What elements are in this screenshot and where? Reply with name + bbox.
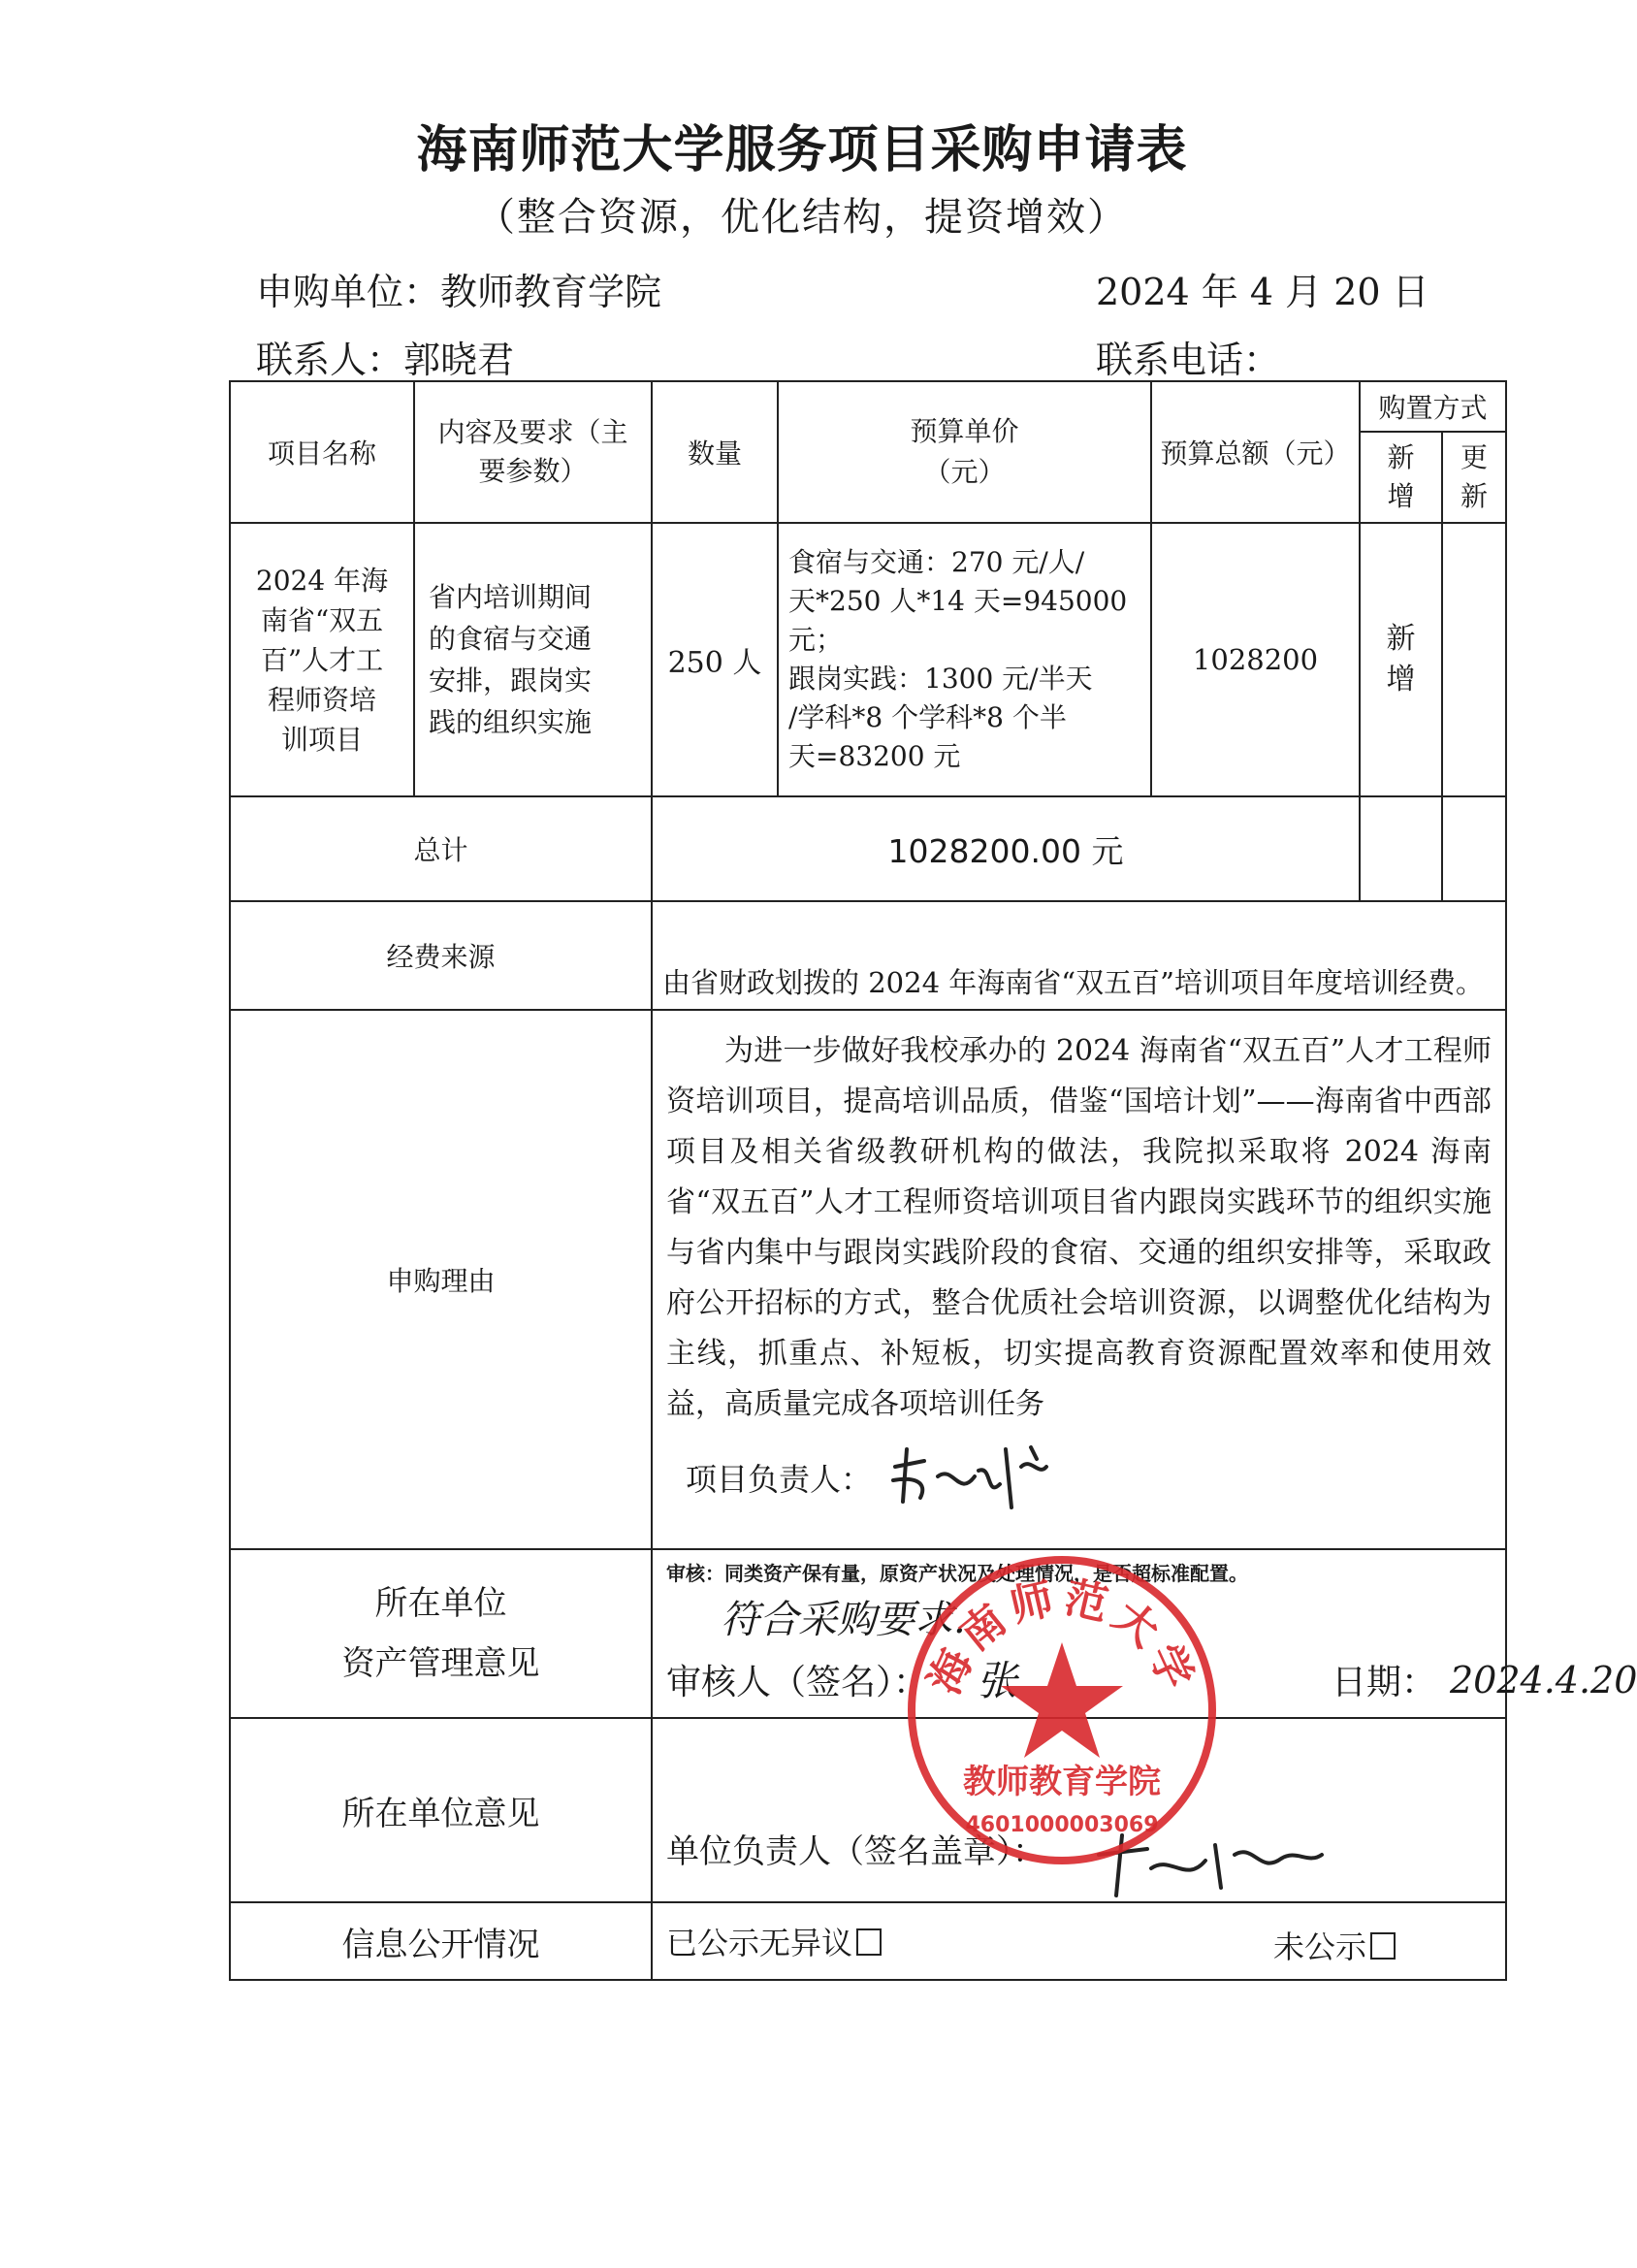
header-total: 预算总额（元） [1151, 381, 1360, 523]
date-label: 日期： [1332, 1663, 1437, 1702]
contact-label: 联系人：郭晓君 [256, 339, 515, 381]
apply-date: 2024 年 4 月 20 日 [1096, 271, 1429, 313]
dept-label: 申购单位：教师教育学院 [256, 271, 662, 313]
leader-signature-image [885, 1438, 1070, 1515]
reason-label: 申购理由 [230, 1010, 652, 1549]
page-title: 海南师范大学服务项目采购申请表 [416, 121, 1188, 179]
sum-label: 总计 [230, 796, 652, 901]
review-date: 2024.4.20 [1450, 1659, 1637, 1701]
reviewer-signature: 张 [977, 1657, 1018, 1704]
disclosure-cell [652, 1902, 1506, 1980]
disclosure-option-unpublished[interactable]: 未公示 [1273, 1923, 1396, 1967]
header-name: 项目名称 [230, 381, 414, 523]
header-method: 购置方式 [1360, 381, 1506, 432]
header-quantity: 数量 [652, 381, 778, 523]
table-row [230, 523, 1506, 796]
official-seal-image [902, 1550, 1222, 1870]
svg-text:4601000003069: 4601000003069 [965, 1813, 1159, 1837]
item-name: 2024 年海 南省“双五 百”人才工 程师资培 训项目 [230, 523, 414, 796]
item-quantity: 250 人 [652, 523, 778, 796]
item-requirements: 省内培训期间 的食宿与交通 安排，跟岗实 践的组织实施 [414, 523, 652, 796]
item-total: 1028200 [1151, 523, 1360, 796]
svg-text:海南师范大学: 海南师范大学 [919, 1572, 1204, 1702]
header-requirements: 内容及要求（主 要参数） [414, 381, 652, 523]
reviewer-label: 审核人（签名）： [666, 1663, 929, 1702]
published-checkbox[interactable] [856, 1928, 882, 1956]
item-method-new: 新增 [1360, 523, 1442, 796]
reason-cell [652, 1010, 1506, 1549]
unpublished-checkbox[interactable] [1370, 1932, 1396, 1960]
asset-review-note: 审核：同类资产保有量，原资产状况及处理情况，是否超标准配置。 [666, 1562, 1248, 1585]
asset-label: 所在单位 资产管理意见 [230, 1549, 652, 1718]
unit-opinion-label: 所在单位意见 [230, 1718, 652, 1902]
asset-handwritten-opinion: 符合采购要求. [721, 1598, 966, 1642]
application-table [229, 380, 1637, 1979]
unit-leader-label: 单位负责人（签名盖章）： [666, 1832, 1045, 1871]
disclosure-label: 信息公开情况 [230, 1902, 652, 1980]
phone-label: 联系电话： [1096, 339, 1281, 381]
reason-text: 为进一步做好我校承办的 2024 海南省“双五百”人才工程师资培训项目，提高培训品质，借鉴“国培计划”——海南省中西部项目及相关省级教研机构的做法，我院拟采取将 2024 海南省“双五百”人才工程师资培训项目省内跟岗实践环节的组织实施与省内集中与跟岗实践阶段的食宿、交通的组织安排等，采取政府公开招标的方式，整合优质社会培训资源，以调整优化结构为主线，抓重点、补短板，切实提高教育资源配置效率和使用效益，高质量完成各项培训任务 [666, 1034, 1493, 1421]
project-leader-label: 项目负责人： [686, 1461, 873, 1498]
item-unit-price: 食宿与交通：270 元/人/ 天*250 人*14 天=945000 元； 跟岗实践：1300 元/半天 /学科*8 个学科*8 个半 天=83200 元 [778, 523, 1151, 796]
svg-text:教师教育学院: 教师教育学院 [963, 1763, 1161, 1801]
disclosure-option-published[interactable]: 已公示无异议 [666, 1925, 882, 1961]
header-renew: 更新 [1442, 432, 1506, 523]
funding-source: 由省财政划拨的 2024 年海南省“双五百”培训项目年度培训经费。 [652, 901, 1506, 1010]
funding-label: 经费来源 [230, 901, 652, 1010]
header-unit-price: 预算单价 （元） [778, 381, 1151, 523]
sum-value: 1028200.00 元 [652, 796, 1360, 901]
page-subtitle: （整合资源，优化结构，提资增效） [476, 195, 1128, 240]
header-new: 新增 [1360, 432, 1442, 523]
